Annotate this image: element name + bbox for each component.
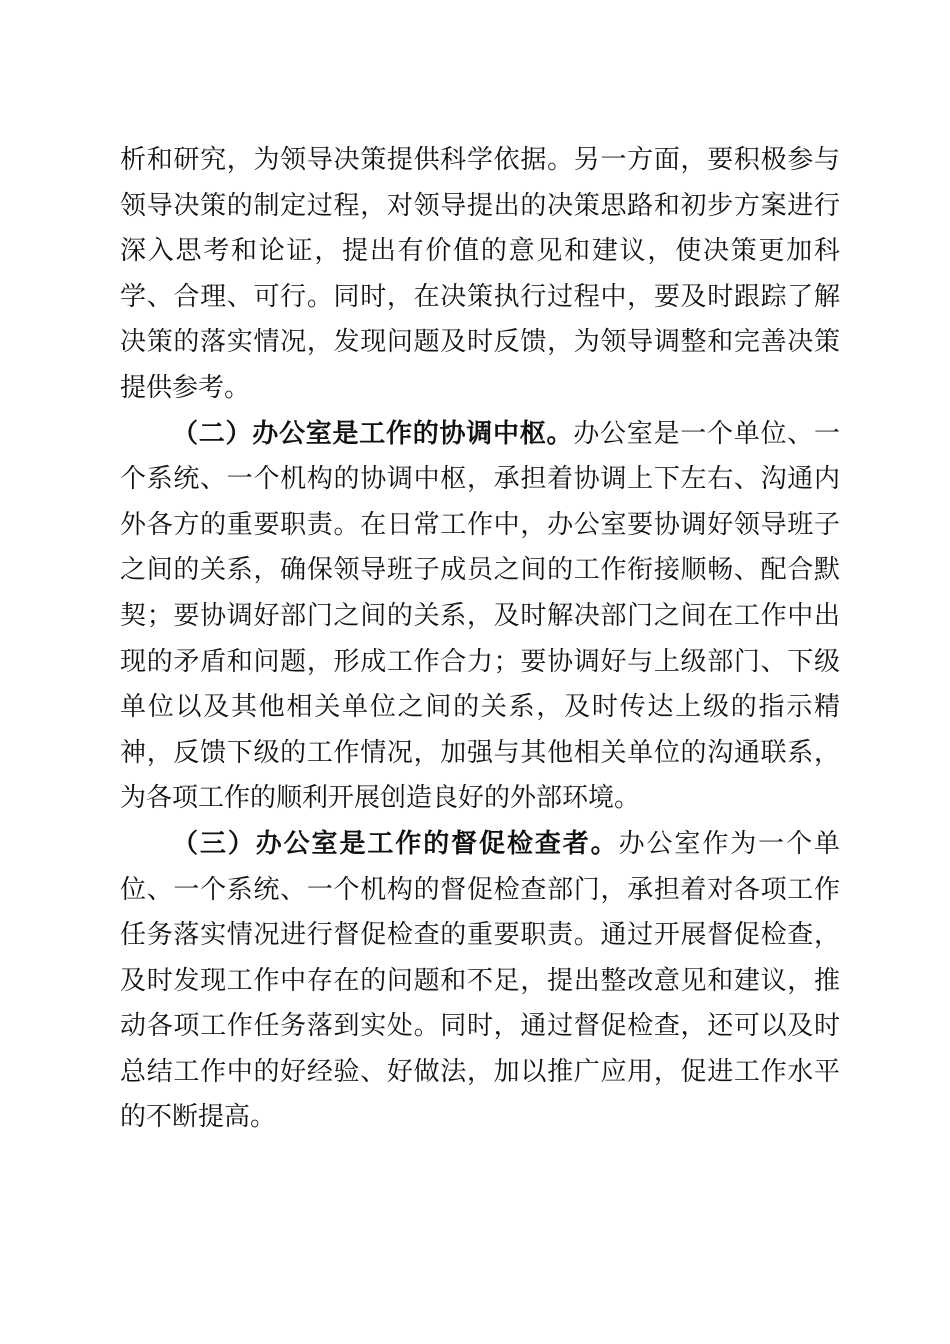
paragraph-body: 办公室作为一个单位、一个系统、一个机构的督促检查部门，承担着对各项工作任务落实情况进行督促检查的重要职责。通过开展督促检查，及时发现工作中存在的问题和不足，提出整改意见和建议，推动各项工作任务落到实处。同时，通过督促检查，还可以及时总结工作中的好经验、好做法，加以推广应用，促进工作水平的不断提高。: [120, 828, 840, 1133]
section-heading: （三）办公室是工作的督促检查者。: [172, 828, 619, 859]
paragraph-body: 析和研究，为领导决策提供科学依据。另一方面，要积极参与领导决策的制定过程，对领导提出的决策思路和初步方案进行深入思考和论证，提出有价值的意见和建议，使决策更加科学、合理、可行。同时，在决策执行过程中，要及时跟踪了解决策的落实情况，发现问题及时反馈，为领导调整和完善决策提供参考。: [120, 145, 840, 403]
paragraph-supervision: [120, 822, 840, 1141]
document-body: [120, 138, 840, 1141]
section-heading: （二）办公室是工作的协调中枢。: [172, 418, 574, 449]
paragraph-analysis: [120, 138, 840, 412]
paragraph-body: 办公室是一个单位、一个系统、一个机构的协调中枢，承担着协调上下左右、沟通内外各方的重要职责。在日常工作中，办公室要协调好领导班子之间的关系，确保领导班子成员之间的工作衔接顺畅、配合默契；要协调好部门之间的关系，及时解决部门之间在工作中出现的矛盾和问题，形成工作合力；要协调好与上级部门、下级单位以及其他相关单位之间的关系，及时传达上级的指示精神，反馈下级的工作情况，加强与其他相关单位的沟通联系，为各项工作的顺利开展创造良好的外部环境。: [120, 418, 840, 814]
paragraph-coordination-hub: [120, 412, 840, 822]
